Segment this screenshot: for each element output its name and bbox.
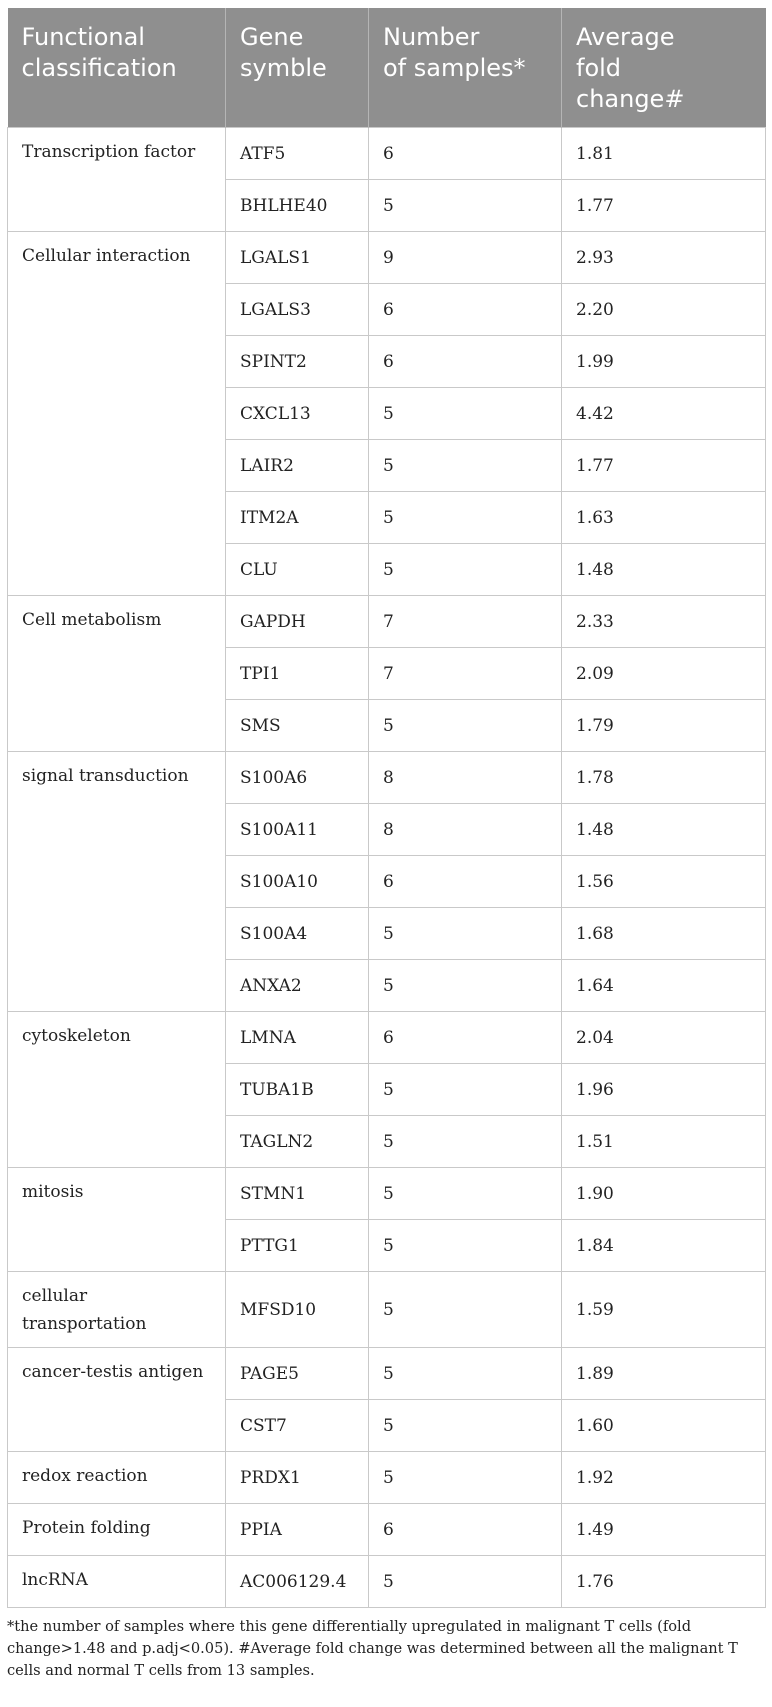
functional-classification-cell: redox reaction <box>8 1452 226 1504</box>
gene-symbol-cell: ITM2A <box>226 492 369 544</box>
sample-count-cell: 5 <box>369 1116 562 1168</box>
upregulated-genes-table <box>7 8 766 1608</box>
table-header <box>8 8 766 128</box>
gene-symbol-cell: ANXA2 <box>226 960 369 1012</box>
gene-symbol-cell: S100A11 <box>226 804 369 856</box>
sample-count-cell: 5 <box>369 180 562 232</box>
header-gene-symbol: Gene symble <box>226 8 369 128</box>
gene-symbol-cell: GAPDH <box>226 596 369 648</box>
gene-symbol-cell: TPI1 <box>226 648 369 700</box>
sample-count-cell: 5 <box>369 1272 562 1348</box>
fold-change-cell: 1.59 <box>562 1272 766 1348</box>
table-row <box>8 1348 766 1400</box>
table-row <box>8 596 766 648</box>
fold-change-cell: 1.84 <box>562 1220 766 1272</box>
gene-symbol-cell: S100A6 <box>226 752 369 804</box>
fold-change-cell: 2.09 <box>562 648 766 700</box>
sample-count-cell: 5 <box>369 960 562 1012</box>
gene-symbol-cell: ATF5 <box>226 128 369 180</box>
functional-classification-cell: Transcription factor <box>8 128 226 232</box>
functional-classification-cell: Protein folding <box>8 1504 226 1556</box>
fold-change-cell: 1.90 <box>562 1168 766 1220</box>
gene-symbol-cell: LAIR2 <box>226 440 369 492</box>
fold-change-cell: 1.48 <box>562 544 766 596</box>
gene-symbol-cell: PTTG1 <box>226 1220 369 1272</box>
fold-change-cell: 2.93 <box>562 232 766 284</box>
sample-count-cell: 6 <box>369 1012 562 1064</box>
table-row <box>8 1272 766 1348</box>
fold-change-cell: 1.89 <box>562 1348 766 1400</box>
functional-classification-cell: mitosis <box>8 1168 226 1272</box>
fold-change-cell: 4.42 <box>562 388 766 440</box>
fold-change-cell: 1.64 <box>562 960 766 1012</box>
fold-change-cell: 1.49 <box>562 1504 766 1556</box>
fold-change-cell: 1.92 <box>562 1452 766 1504</box>
gene-table-container <box>7 8 765 1608</box>
gene-symbol-cell: CLU <box>226 544 369 596</box>
table-row <box>8 128 766 180</box>
functional-classification-cell: cellular transportation <box>8 1272 226 1348</box>
sample-count-cell: 5 <box>369 1348 562 1400</box>
gene-symbol-cell: BHLHE40 <box>226 180 369 232</box>
sample-count-cell: 5 <box>369 440 562 492</box>
table-row <box>8 752 766 804</box>
gene-symbol-cell: MFSD10 <box>226 1272 369 1348</box>
fold-change-cell: 1.76 <box>562 1556 766 1608</box>
gene-symbol-cell: PPIA <box>226 1504 369 1556</box>
fold-change-cell: 1.51 <box>562 1116 766 1168</box>
sample-count-cell: 6 <box>369 1504 562 1556</box>
table-row <box>8 1168 766 1220</box>
header-functional-classification: Functional classification <box>8 8 226 128</box>
sample-count-cell: 5 <box>369 700 562 752</box>
fold-change-cell: 1.48 <box>562 804 766 856</box>
sample-count-cell: 5 <box>369 544 562 596</box>
fold-change-cell: 1.81 <box>562 128 766 180</box>
fold-change-cell: 2.33 <box>562 596 766 648</box>
sample-count-cell: 5 <box>369 1556 562 1608</box>
fold-change-cell: 2.04 <box>562 1012 766 1064</box>
gene-symbol-cell: S100A10 <box>226 856 369 908</box>
functional-classification-cell: Cellular interaction <box>8 232 226 596</box>
header-number-of-samples: Number of samples* <box>369 8 562 128</box>
table-row <box>8 1452 766 1504</box>
fold-change-cell: 1.63 <box>562 492 766 544</box>
fold-change-cell: 1.96 <box>562 1064 766 1116</box>
sample-count-cell: 6 <box>369 856 562 908</box>
gene-symbol-cell: PRDX1 <box>226 1452 369 1504</box>
gene-symbol-cell: LGALS1 <box>226 232 369 284</box>
sample-count-cell: 5 <box>369 1400 562 1452</box>
fold-change-cell: 1.77 <box>562 180 766 232</box>
sample-count-cell: 5 <box>369 492 562 544</box>
fold-change-cell: 1.79 <box>562 700 766 752</box>
functional-classification-cell: signal transduction <box>8 752 226 1012</box>
sample-count-cell: 5 <box>369 388 562 440</box>
fold-change-cell: 1.78 <box>562 752 766 804</box>
table-row <box>8 1556 766 1608</box>
gene-symbol-cell: CXCL13 <box>226 388 369 440</box>
sample-count-cell: 5 <box>369 1220 562 1272</box>
table-row <box>8 232 766 284</box>
fold-change-cell: 1.99 <box>562 336 766 388</box>
gene-symbol-cell: TUBA1B <box>226 1064 369 1116</box>
sample-count-cell: 8 <box>369 804 562 856</box>
gene-symbol-cell: LGALS3 <box>226 284 369 336</box>
functional-classification-cell: lncRNA <box>8 1556 226 1608</box>
gene-symbol-cell: AC006129.4 <box>226 1556 369 1608</box>
functional-classification-cell: Cell metabolism <box>8 596 226 752</box>
functional-classification-cell: cancer-testis antigen <box>8 1348 226 1452</box>
table-row <box>8 1504 766 1556</box>
gene-symbol-cell: STMN1 <box>226 1168 369 1220</box>
table-body <box>8 128 766 1608</box>
sample-count-cell: 5 <box>369 908 562 960</box>
sample-count-cell: 5 <box>369 1452 562 1504</box>
table-footnote: *the number of samples where this gene differentially upregulated in malignant T cells (fold change>1.48 and p.adj<0.05). #Average fold change was determined between all the malignant T cells and normal T cells from 13 samples. <box>7 1618 738 1679</box>
gene-symbol-cell: CST7 <box>226 1400 369 1452</box>
sample-count-cell: 6 <box>369 128 562 180</box>
header-average-fold-change: Average fold change# <box>562 8 766 128</box>
sample-count-cell: 5 <box>369 1064 562 1116</box>
gene-symbol-cell: LMNA <box>226 1012 369 1064</box>
fold-change-cell: 2.20 <box>562 284 766 336</box>
gene-symbol-cell: TAGLN2 <box>226 1116 369 1168</box>
fold-change-cell: 1.77 <box>562 440 766 492</box>
sample-count-cell: 5 <box>369 1168 562 1220</box>
table-row <box>8 1012 766 1064</box>
fold-change-cell: 1.56 <box>562 856 766 908</box>
gene-symbol-cell: SMS <box>226 700 369 752</box>
sample-count-cell: 6 <box>369 284 562 336</box>
functional-classification-cell: cytoskeleton <box>8 1012 226 1168</box>
sample-count-cell: 7 <box>369 596 562 648</box>
sample-count-cell: 6 <box>369 336 562 388</box>
gene-symbol-cell: SPINT2 <box>226 336 369 388</box>
sample-count-cell: 7 <box>369 648 562 700</box>
gene-symbol-cell: PAGE5 <box>226 1348 369 1400</box>
fold-change-cell: 1.68 <box>562 908 766 960</box>
sample-count-cell: 8 <box>369 752 562 804</box>
fold-change-cell: 1.60 <box>562 1400 766 1452</box>
gene-symbol-cell: S100A4 <box>226 908 369 960</box>
sample-count-cell: 9 <box>369 232 562 284</box>
